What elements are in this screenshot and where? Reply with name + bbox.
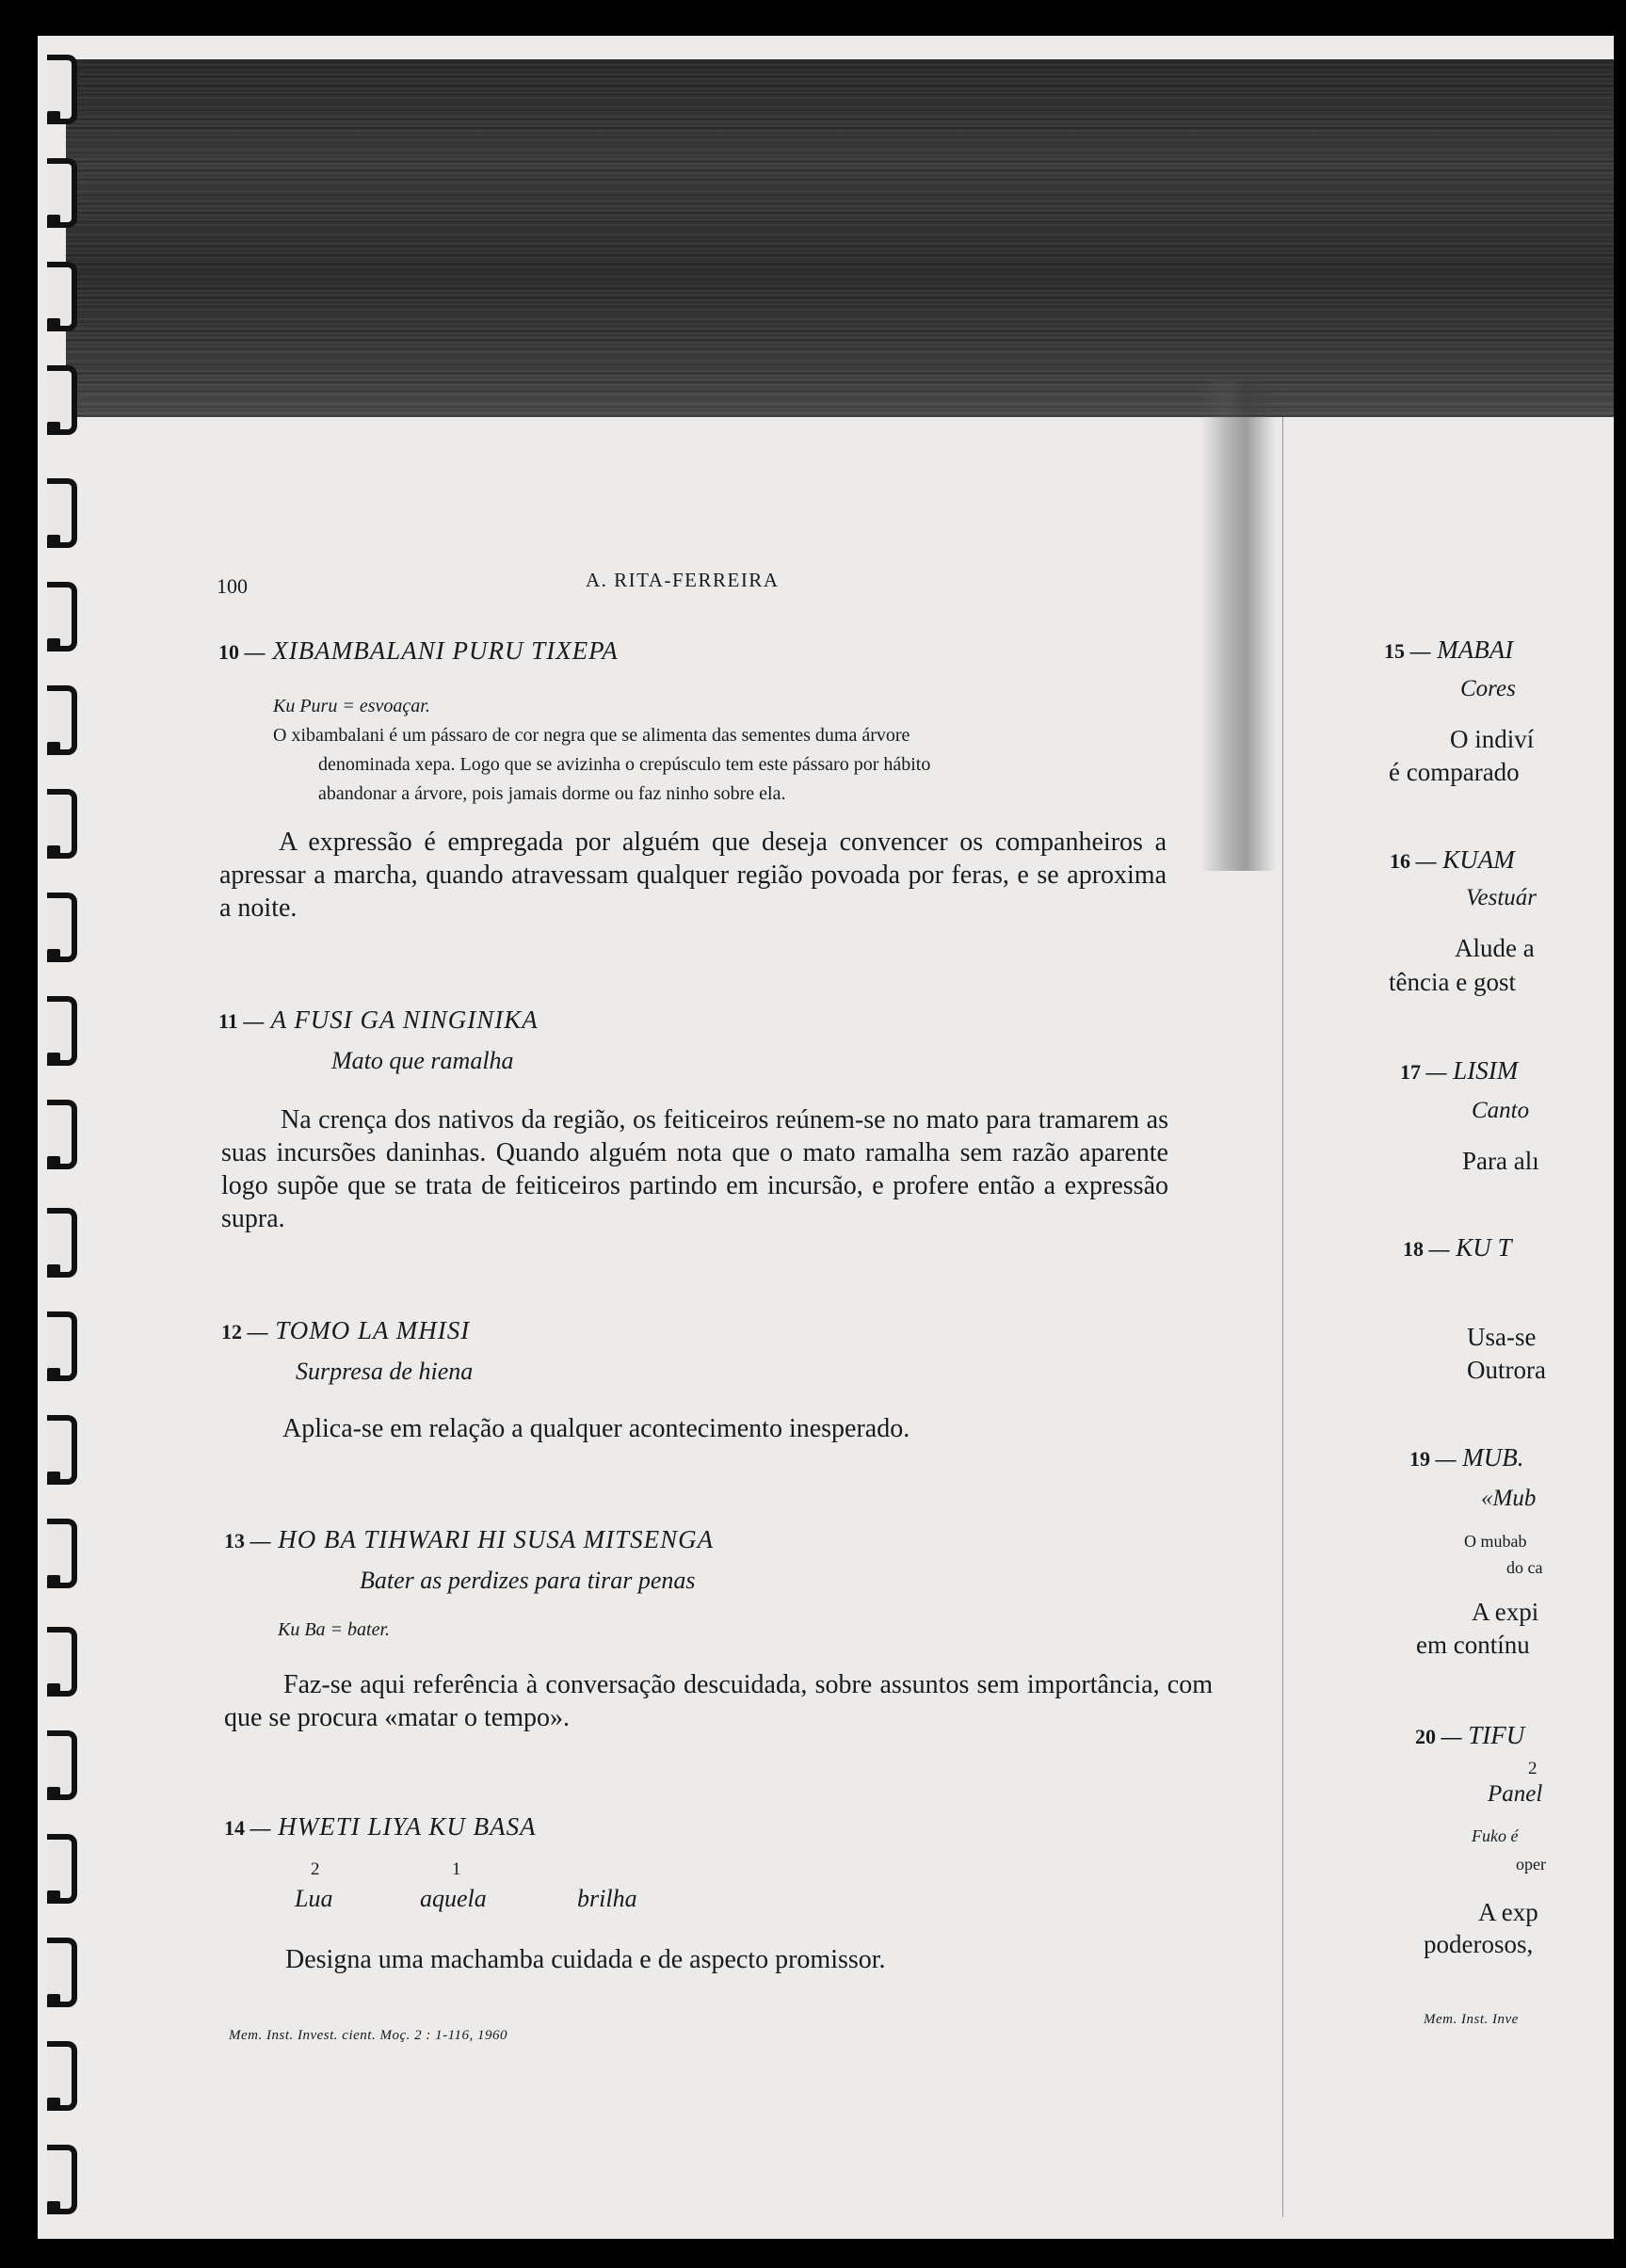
right-text-line: poderosos, (1424, 1930, 1534, 1958)
right-note-line: oper (1516, 1855, 1546, 1874)
dark-scan-band (66, 59, 1614, 417)
entry-number: 18 — (1403, 1237, 1450, 1261)
running-head: A. RITA-FERREIRA (586, 569, 780, 591)
entry-number: 13 — (224, 1529, 271, 1552)
entry-10-body: A expressão é empregada por alguém que deseja convencer os companheiros a apressar a marcha, quando atravessam qualquer região povoada por feras, e se aproxima a noite. (219, 828, 1167, 923)
binding-ring (47, 2041, 77, 2111)
entry-number: 16 — (1390, 849, 1437, 873)
entry-number: 10 — (218, 640, 266, 664)
binding-ring (47, 1834, 77, 1904)
entry-13-body: Faz-se aqui referência à conversação descuidada, sobre assuntos sem importância, com que se procura «matar o tempo». (224, 1670, 1213, 1732)
entry-10-title (218, 636, 619, 666)
right-text-line: Alude a (1455, 934, 1535, 962)
spiral-binding (38, 36, 94, 2239)
gloss-word: Lua (295, 1885, 333, 1912)
entry-12-gloss: Surpresa de hiena (296, 1358, 474, 1385)
right-page-footer: Mem. Inst. Inve (1424, 2012, 1519, 2027)
entry-11-gloss: Mato que ramalha (331, 1047, 514, 1074)
right-gloss: Vestuár (1466, 885, 1537, 910)
note-line: abandonar a árvore, pois jamais dorme ou faz ninho sobre ela. (318, 783, 786, 804)
binding-ring (47, 893, 77, 962)
note-line: denominada xepa. Logo que se avizinha o crepúsculo tem este pássaro por hábito (318, 754, 931, 775)
entry-title-text: MABAI (1437, 635, 1514, 664)
right-text-line: tência e gost (1389, 968, 1516, 996)
binding-ring (47, 262, 77, 331)
right-text-line: é comparado (1389, 758, 1520, 786)
gloss-word: brilha (577, 1885, 637, 1912)
entry-number: 19 — (1409, 1447, 1457, 1471)
entry-12-body: Aplica-se em relação a qualquer acontecimento inesperado. (282, 1414, 910, 1443)
binding-ring (47, 365, 77, 435)
gutter-line (1282, 381, 1283, 2217)
binding-ring (47, 1730, 77, 1800)
binding-ring (47, 996, 77, 1066)
entry-title-text: HWETI LIYA KU BASA (278, 1812, 537, 1841)
right-gloss: Canto (1472, 1098, 1530, 1123)
entry-14-title (224, 1812, 537, 1842)
entry-number: 17 — (1400, 1060, 1447, 1084)
entry-number: 12 — (221, 1320, 268, 1343)
entry-number: 20 — (1415, 1725, 1462, 1748)
binding-ring (47, 582, 77, 651)
right-entry-17-title (1400, 1056, 1518, 1086)
note-line: O xibambalani é um pássaro de cor negra que se alimenta das sementes duma árvore (273, 725, 910, 746)
binding-ring (47, 1100, 77, 1169)
gutter-shadow (1200, 381, 1276, 871)
right-gloss: «Mub (1481, 1486, 1537, 1511)
binding-ring (47, 1415, 77, 1485)
binding-ring (47, 1311, 77, 1381)
entry-14-body: Designa uma machamba cuidada e de aspecto promissor. (285, 1945, 886, 1974)
entry-11-body: Na crença dos nativos da região, os feiticeiros reúnem-se no mato para tramarem as suas incursões daninhas. Quando alguém nota que o mato ramalha sem razão aparente logo supõe que se trata de feiticeiros partindo em incursão, e profere então a expressão supra. (221, 1105, 1168, 1233)
entry-title-text: TIFU (1468, 1721, 1525, 1749)
binding-ring (47, 1627, 77, 1697)
entry-number: 11 — (218, 1009, 265, 1033)
right-text-line: O indiví (1450, 725, 1535, 753)
binding-ring (47, 1208, 77, 1278)
right-gloss: Cores (1460, 676, 1516, 701)
entry-13-title (224, 1525, 714, 1554)
entry-number: 14 — (224, 1816, 271, 1840)
binding-ring (47, 1519, 77, 1588)
binding-ring (47, 2145, 77, 2214)
entry-title-text: LISIM (1453, 1056, 1519, 1085)
entry-title-text: TOMO LA MHISI (275, 1316, 471, 1344)
gloss-word: aquela (420, 1885, 487, 1912)
right-text-line: A exp (1478, 1898, 1538, 1926)
right-note-line: O mubab (1464, 1532, 1527, 1551)
entry-title-text: KU T (1456, 1233, 1512, 1262)
right-entry-20-title (1415, 1721, 1524, 1750)
right-note-line: Fuko é (1472, 1826, 1519, 1845)
right-text-line: Usa-se (1467, 1323, 1537, 1351)
binding-ring (47, 158, 77, 228)
entry-title-text: XIBAMBALANI PURU TIXEPA (272, 636, 619, 665)
right-gloss: Panel (1488, 1781, 1543, 1807)
right-entry-18-title (1403, 1233, 1512, 1263)
binding-ring (47, 685, 77, 755)
word-order-marker: 1 (452, 1859, 461, 1879)
right-entry-15-title (1384, 635, 1513, 665)
entry-title-text: KUAM (1442, 845, 1515, 874)
entry-11-title (218, 1005, 539, 1035)
binding-ring (47, 1938, 77, 2007)
right-entry-16-title (1390, 845, 1515, 875)
right-text-line: Para alı (1462, 1147, 1539, 1175)
right-entry-19-title (1409, 1443, 1523, 1472)
entry-title-text: MUB. (1462, 1443, 1524, 1472)
right-text-line: A expi (1472, 1598, 1539, 1626)
binding-ring (47, 55, 77, 124)
page-number: 100 (217, 574, 248, 598)
entry-title-text: A FUSI GA NINGINIKA (270, 1005, 539, 1034)
word-order-marker: 2 (311, 1859, 320, 1879)
word-order-marker: 2 (1528, 1759, 1537, 1778)
note-line: Ku Puru = esvoaçar. (273, 696, 430, 716)
entry-13-gloss: Bater as perdizes para tirar penas (360, 1567, 696, 1594)
entry-title-text: HO BA TIHWARI HI SUSA MITSENGA (278, 1525, 715, 1553)
entry-13-note: Ku Ba = bater. (278, 1619, 391, 1640)
right-text-line: em contínu (1416, 1631, 1530, 1659)
entry-12-title (221, 1316, 470, 1345)
right-note-line: do ca (1506, 1558, 1543, 1577)
entry-10-note (273, 692, 1167, 809)
binding-ring (47, 789, 77, 859)
entry-number: 15 — (1384, 639, 1431, 663)
binding-ring (47, 478, 77, 548)
right-text-line: Outrora (1467, 1356, 1546, 1384)
page-footer: Mem. Inst. Invest. cient. Moç. 2 : 1-116, 1960 (229, 2028, 507, 2043)
